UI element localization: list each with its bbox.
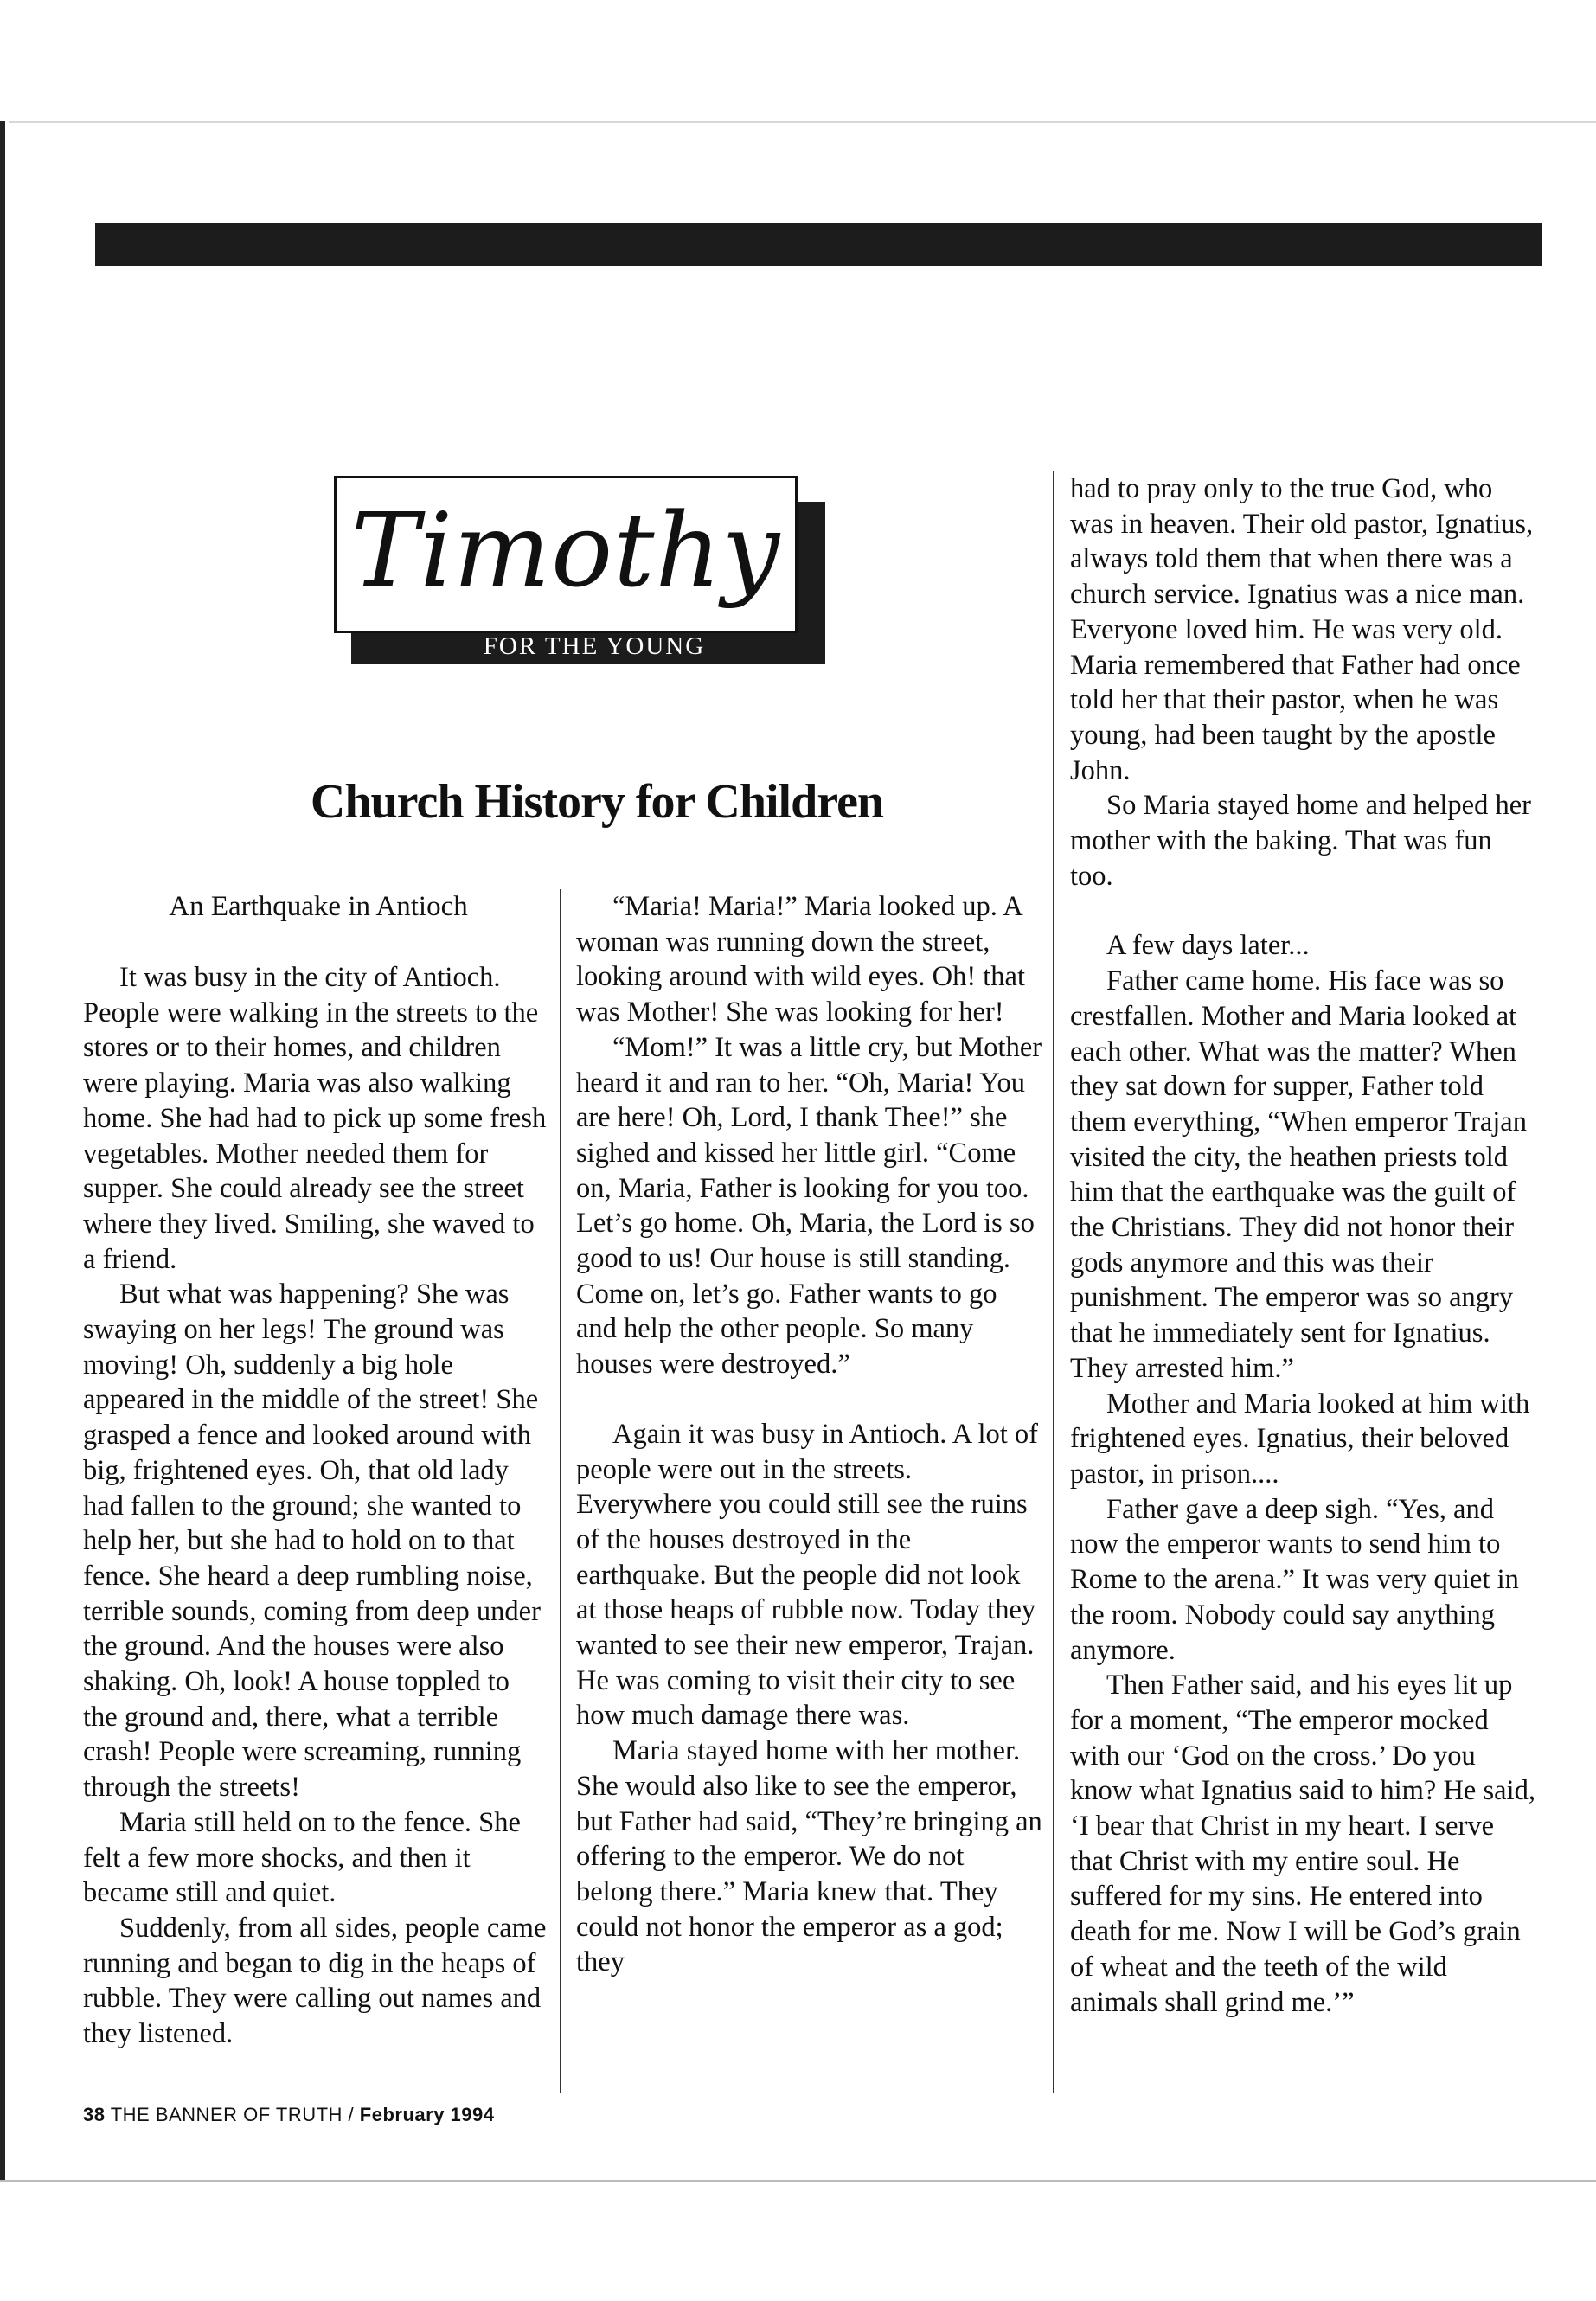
page-bottom-edge: [0, 2180, 1596, 2182]
paragraph: had to pray only to the true God, who was in heaven. Their old pastor, Ignatius, always told them that when there was a church service. Ignatius was a nice man. Everyone loved him. He was very old. Maria remembered that Father had once told her that their pastor, when he was young, had been taught by the apostle John.: [1070, 473, 1534, 786]
paragraph: So Maria stayed home and helped her mother with the baking. That was fun too.: [1070, 790, 1531, 892]
header-black-bar: [95, 223, 1542, 266]
page-footer: [83, 2104, 494, 2126]
text-column-2: [576, 889, 1043, 1980]
paragraph: Mother and Maria looked at him with frightened eyes. Ignatius, their beloved pastor, in prison....: [1070, 1388, 1530, 1490]
paragraph: Suddenly, from all sides, people came running and began to dig in the heaps of rubble. They were calling out names and they listened.: [83, 1912, 547, 2050]
paragraph: It was busy in the city of Antioch. People were walking in the streets to the stores or to their homes, and children were playing. Maria was also walking home. She had had to pick up some fresh vegetables. Mother needed them for supper. She could already see the street where they lived. Smiling, she waved to a friend.: [83, 962, 547, 1275]
masthead-title: Timothy: [350, 490, 781, 610]
paragraph: Then Father said, and his eyes lit up for a moment, “The emperor mocked with our ‘God on the cross.’ Do you know what Ignatius said to him? He said, ‘I bear that Christ in my heart. I serve that Christ with my entire soul. He suffered for my sins. He entered into death for me. Now I will be God’s grain of wheat and the teeth of the wild animals shall grind me.’”: [1070, 1670, 1535, 2018]
column-rule-1: [560, 889, 561, 2093]
paragraph: “Mom!” It was a little cry, but Mother heard it and ran to her. “Oh, Maria! You are here! Oh, Lord, I thank Thee!” she sighed and kissed her little girl. “Come on, Maria, Father is looking for you too. Let’s go home. Oh, Maria, the Lord is so good to us! Our house is still standing. Come on, let’s go. Father wants to go and help the other people. So many houses were destroyed.”: [576, 1031, 1042, 1381]
issue-date: February 1994: [359, 2104, 495, 2125]
article-subheading: An Earthquake in Antioch: [169, 891, 468, 922]
paragraph: Maria stayed home with her mother. She would also like to see the emperor, but Father had said, “They’re bringing an offering to the emperor. We do not belong there.” Maria knew that. They could not honor the emperor as a god; they: [576, 1735, 1042, 1978]
column-rule-2: [1053, 471, 1054, 2093]
publication-name: THE BANNER OF TRUTH /: [110, 2104, 355, 2125]
paragraph: A few days later...: [1106, 930, 1310, 962]
paragraph: “Maria! Maria!” Maria looked up. A woman was running down the street, looking around with wild eyes. Oh! that was Mother! She was looking for her!: [576, 891, 1026, 1029]
paragraph: Again it was busy in Antioch. A lot of people were out in the streets. Everywhere you could still see the ruins of the houses destroyed in the earthquake. But the people did not look at those heaps of rubble now. Today they wanted to see their new emperor, Trajan. He was coming to visit their city to see how much damage there was.: [576, 1418, 1039, 1732]
article-headline: Church History for Children: [310, 775, 884, 829]
paragraph: Maria still held on to the fence. She felt a few more shocks, and then it became still and quiet.: [83, 1806, 521, 1909]
paragraph: But what was happening? She was swaying on her legs! The ground was moving! Oh, suddenly a big hole appeared in the middle of the street! She grasped a fence and looked around with big, frightened eyes. Oh, that old lady had fallen to the ground; she wanted to help her, but she had to hold on to that fence. She heard a deep rumbling noise, terrible sounds, coming from deep under the ground. And the houses were also shaking. Oh, look! A house toppled to the ground and, there, what a terrible crash! People were screaming, running through the streets!: [83, 1279, 541, 1804]
page-number: 38: [83, 2104, 106, 2125]
scan-edge-left: [0, 121, 5, 2180]
paragraph: Father came home. His face was so crestfallen. Mother and Maria looked at each other. What was the matter? When they sat down for supper, Father told them everything, “When emperor Trajan visited the city, the heathen priests told him that the earthquake was the guilt of the Christians. They did not honor their gods anymore and this was their punishment. The emperor was so angry that he immediately sent for Ignatius. They arrested him.”: [1070, 965, 1527, 1384]
logo-frame: [334, 476, 798, 633]
paragraph: Father gave a deep sigh. “Yes, and now the emperor wants to send him to Rome to the arena.” It was very quiet in the room. Nobody could say anything anymore.: [1070, 1493, 1519, 1666]
text-column-1: [83, 960, 550, 2052]
text-column-3: [1070, 471, 1537, 2020]
masthead-tagline: FOR THE YOUNG: [483, 632, 706, 660]
